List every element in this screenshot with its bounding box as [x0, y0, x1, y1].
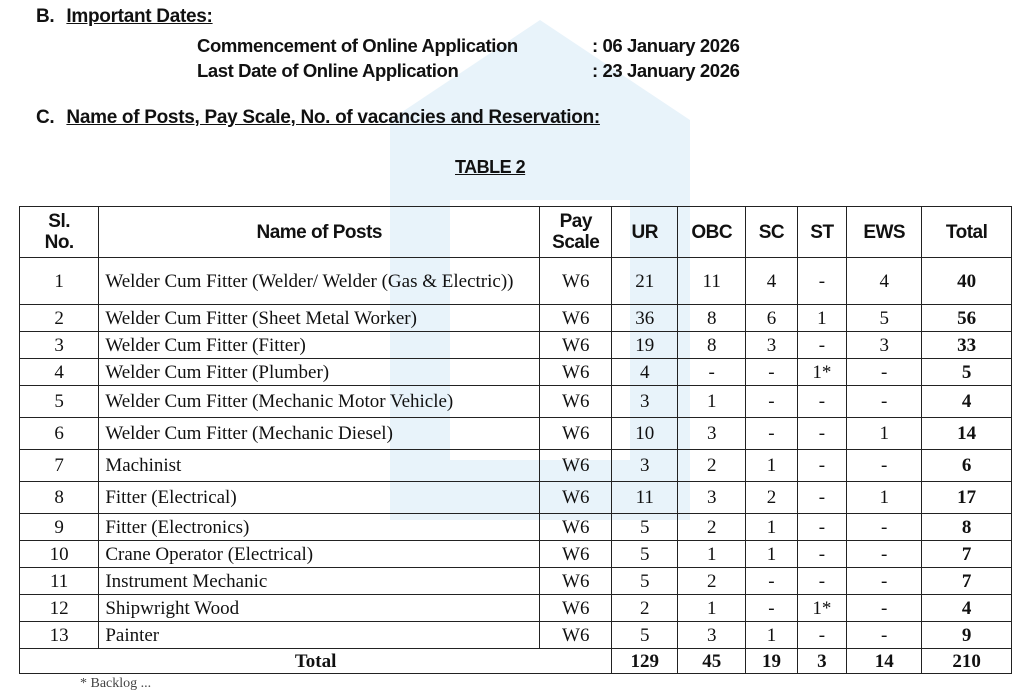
cell-obc: 8: [678, 305, 746, 332]
cell-ews: -: [847, 595, 922, 622]
table-row: [20, 305, 1012, 332]
section-title: Important Dates:: [66, 6, 213, 27]
cell-sl-no: 3: [20, 332, 99, 359]
cell-pay-scale: W6: [540, 595, 612, 622]
cell-st: -: [797, 482, 846, 514]
column-header-obc: OBC: [678, 207, 746, 258]
date-value: : 23 January 2026: [592, 60, 740, 81]
cell-name-of-posts: Fitter (Electronics): [99, 514, 540, 541]
cell-obc: 2: [678, 450, 746, 482]
cell-ur: 5: [612, 622, 678, 649]
cell-st: 1: [797, 305, 846, 332]
cell-pay-scale: W6: [540, 622, 612, 649]
cell-sl-no: 4: [20, 359, 99, 386]
column-header-sl-no: Sl. No.: [20, 207, 99, 258]
cell-ews: -: [847, 541, 922, 568]
date-row: [197, 33, 739, 58]
cell-pay-scale: W6: [540, 386, 612, 418]
cell-sc: 3: [746, 332, 798, 359]
total-obc: 45: [678, 649, 746, 674]
cell-sc: -: [746, 568, 798, 595]
cell-obc: 2: [678, 568, 746, 595]
date-label: Commencement of Online Application: [197, 35, 518, 56]
table-row: [20, 622, 1012, 649]
column-header-st: ST: [797, 207, 846, 258]
cell-total: 56: [922, 305, 1012, 332]
cell-name-of-posts: Instrument Mechanic: [99, 568, 540, 595]
cell-ur: 10: [612, 418, 678, 450]
table-header-row: [20, 207, 1012, 258]
cell-sc: 4: [746, 258, 798, 305]
cell-name-of-posts: Welder Cum Fitter (Sheet Metal Worker): [99, 305, 540, 332]
cell-name-of-posts: Welder Cum Fitter (Mechanic Motor Vehicle): [99, 386, 540, 418]
total-ews: 14: [847, 649, 922, 674]
cell-st: -: [797, 332, 846, 359]
cell-ur: 4: [612, 359, 678, 386]
vacancy-table: [19, 206, 1012, 674]
cell-sc: 6: [746, 305, 798, 332]
table-row: [20, 258, 1012, 305]
cell-sl-no: 5: [20, 386, 99, 418]
footnote: * Backlog ...: [80, 676, 152, 691]
cell-pay-scale: W6: [540, 450, 612, 482]
cell-sl-no: 9: [20, 514, 99, 541]
cell-sc: 1: [746, 622, 798, 649]
table-row: [20, 541, 1012, 568]
cell-sl-no: 12: [20, 595, 99, 622]
cell-sl-no: 2: [20, 305, 99, 332]
cell-pay-scale: W6: [540, 258, 612, 305]
cell-total: 4: [922, 386, 1012, 418]
cell-name-of-posts: Machinist: [99, 450, 540, 482]
table-row: [20, 359, 1012, 386]
cell-total: 14: [922, 418, 1012, 450]
cell-sc: 1: [746, 450, 798, 482]
cell-st: -: [797, 258, 846, 305]
cell-ur: 11: [612, 482, 678, 514]
cell-obc: -: [678, 359, 746, 386]
cell-st: -: [797, 622, 846, 649]
cell-st: -: [797, 541, 846, 568]
cell-sc: 1: [746, 541, 798, 568]
table-row: [20, 332, 1012, 359]
cell-ews: -: [847, 359, 922, 386]
important-dates: [197, 33, 739, 83]
cell-obc: 1: [678, 595, 746, 622]
cell-ews: 4: [847, 258, 922, 305]
cell-total: 17: [922, 482, 1012, 514]
cell-obc: 3: [678, 622, 746, 649]
cell-sl-no: 7: [20, 450, 99, 482]
cell-pay-scale: W6: [540, 541, 612, 568]
column-header-total: Total: [922, 207, 1012, 258]
cell-st: -: [797, 450, 846, 482]
cell-pay-scale: W6: [540, 359, 612, 386]
cell-name-of-posts: Welder Cum Fitter (Plumber): [99, 359, 540, 386]
cell-obc: 3: [678, 482, 746, 514]
cell-ews: 5: [847, 305, 922, 332]
cell-st: -: [797, 418, 846, 450]
cell-obc: 3: [678, 418, 746, 450]
cell-sc: 2: [746, 482, 798, 514]
table-row: [20, 418, 1012, 450]
section-letter: B.: [36, 6, 55, 27]
cell-sc: 1: [746, 514, 798, 541]
cell-ur: 3: [612, 386, 678, 418]
section-b-heading: [36, 6, 213, 28]
cell-obc: 1: [678, 386, 746, 418]
table-row: [20, 595, 1012, 622]
cell-total: 5: [922, 359, 1012, 386]
cell-total: 9: [922, 622, 1012, 649]
cell-ur: 3: [612, 450, 678, 482]
total-label: Total: [20, 649, 612, 674]
cell-obc: 11: [678, 258, 746, 305]
cell-st: -: [797, 514, 846, 541]
cell-ur: 36: [612, 305, 678, 332]
column-header-pay-scale: Pay Scale: [540, 207, 612, 258]
column-header-ews: EWS: [847, 207, 922, 258]
cell-sc: -: [746, 386, 798, 418]
cell-ur: 5: [612, 541, 678, 568]
cell-pay-scale: W6: [540, 332, 612, 359]
column-header-name-of-posts: Name of Posts: [99, 207, 540, 258]
date-label: Last Date of Online Application: [197, 60, 459, 81]
cell-sc: -: [746, 595, 798, 622]
cell-ews: 1: [847, 418, 922, 450]
cell-total: 7: [922, 541, 1012, 568]
table-row: [20, 568, 1012, 595]
cell-total: 6: [922, 450, 1012, 482]
cell-total: 33: [922, 332, 1012, 359]
cell-pay-scale: W6: [540, 482, 612, 514]
table-row: [20, 482, 1012, 514]
cell-sl-no: 1: [20, 258, 99, 305]
cell-st: -: [797, 568, 846, 595]
cell-total: 4: [922, 595, 1012, 622]
cell-ews: -: [847, 450, 922, 482]
cell-name-of-posts: Crane Operator (Electrical): [99, 541, 540, 568]
cell-st: 1*: [797, 595, 846, 622]
cell-st: -: [797, 386, 846, 418]
section-letter: C.: [36, 107, 55, 128]
section-title: Name of Posts, Pay Scale, No. of vacancies and Reservation:: [66, 107, 600, 128]
total-row: [20, 649, 1012, 674]
cell-name-of-posts: Welder Cum Fitter (Fitter): [99, 332, 540, 359]
table-row: [20, 450, 1012, 482]
cell-pay-scale: W6: [540, 305, 612, 332]
cell-ews: -: [847, 622, 922, 649]
cell-name-of-posts: Shipwright Wood: [99, 595, 540, 622]
cell-pay-scale: W6: [540, 514, 612, 541]
cell-obc: 8: [678, 332, 746, 359]
cell-total: 40: [922, 258, 1012, 305]
cell-sl-no: 6: [20, 418, 99, 450]
table-row: [20, 514, 1012, 541]
cell-obc: 2: [678, 514, 746, 541]
total-ur: 129: [612, 649, 678, 674]
total-total: 210: [922, 649, 1012, 674]
date-row: [197, 58, 739, 83]
table-row: [20, 386, 1012, 418]
cell-ews: -: [847, 514, 922, 541]
cell-st: 1*: [797, 359, 846, 386]
cell-ur: 19: [612, 332, 678, 359]
cell-ews: 1: [847, 482, 922, 514]
column-header-ur: UR: [612, 207, 678, 258]
cell-ews: -: [847, 386, 922, 418]
cell-total: 8: [922, 514, 1012, 541]
cell-pay-scale: W6: [540, 568, 612, 595]
cell-ur: 2: [612, 595, 678, 622]
cell-total: 7: [922, 568, 1012, 595]
cell-ur: 5: [612, 568, 678, 595]
cell-sl-no: 8: [20, 482, 99, 514]
cell-sl-no: 10: [20, 541, 99, 568]
cell-ews: 3: [847, 332, 922, 359]
cell-name-of-posts: Welder Cum Fitter (Mechanic Diesel): [99, 418, 540, 450]
column-header-sc: SC: [746, 207, 798, 258]
table-caption: TABLE 2: [455, 157, 526, 177]
cell-pay-scale: W6: [540, 418, 612, 450]
cell-ur: 21: [612, 258, 678, 305]
cell-ur: 5: [612, 514, 678, 541]
section-c-heading: [36, 107, 600, 129]
cell-ews: -: [847, 568, 922, 595]
cell-name-of-posts: Fitter (Electrical): [99, 482, 540, 514]
cell-name-of-posts: Painter: [99, 622, 540, 649]
cell-sc: -: [746, 418, 798, 450]
date-value: : 06 January 2026: [592, 35, 740, 56]
cell-sl-no: 13: [20, 622, 99, 649]
cell-sc: -: [746, 359, 798, 386]
cell-obc: 1: [678, 541, 746, 568]
total-sc: 19: [746, 649, 798, 674]
cell-name-of-posts: Welder Cum Fitter (Welder/ Welder (Gas & Electric)): [99, 258, 540, 305]
total-st: 3: [797, 649, 846, 674]
cell-sl-no: 11: [20, 568, 99, 595]
